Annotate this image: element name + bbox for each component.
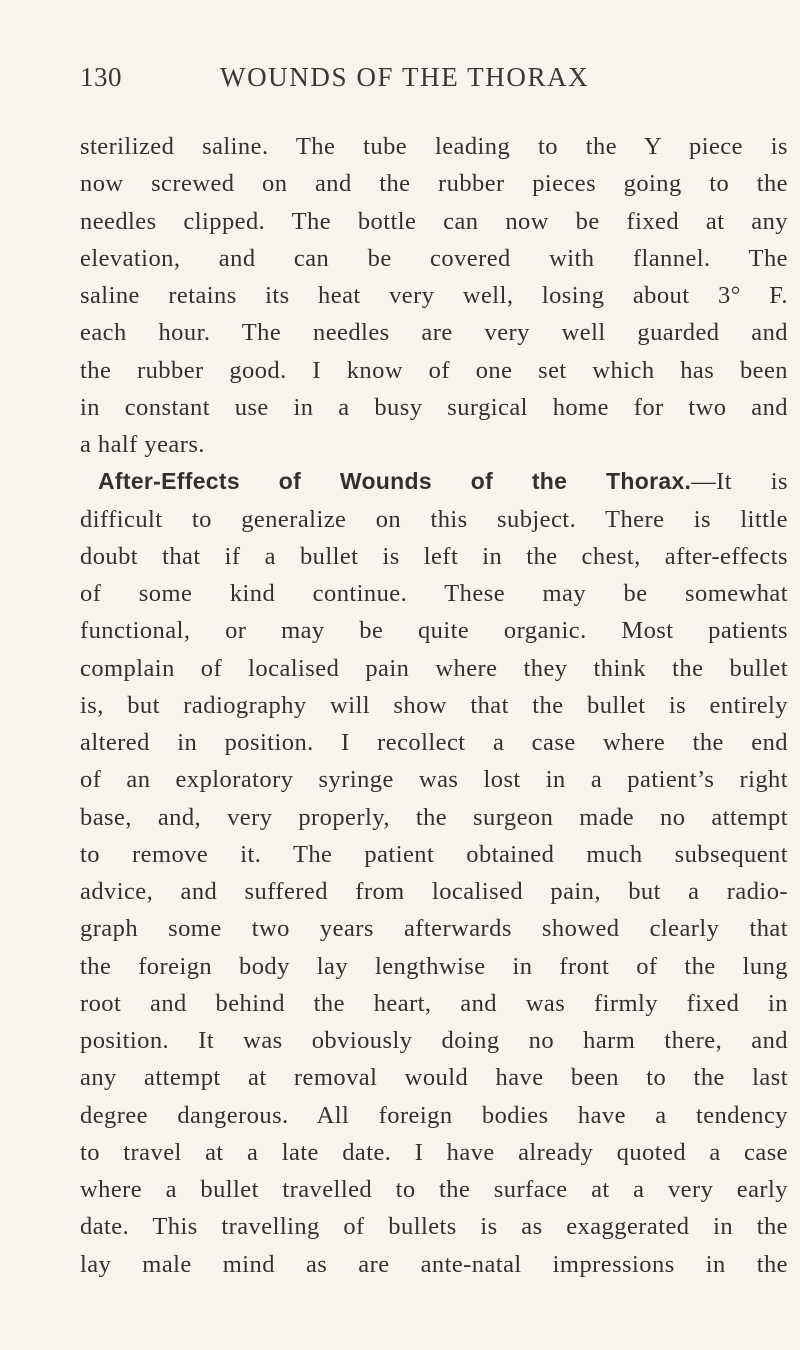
text-line: doubt that if a bullet is left in the chest, after-effects: [80, 542, 788, 570]
text-line: date. This travelling of bullets is as exaggerated in the: [80, 1213, 788, 1241]
running-head: [80, 62, 740, 102]
text-line: now screwed on and the rubber pieces going to the: [80, 170, 788, 198]
text-line: to travel at a late date. I have already quoted a case: [80, 1138, 788, 1166]
text-line: to remove it. The patient obtained much subsequent: [80, 840, 788, 868]
text-line: advice, and suffered from localised pain, but a radio-: [80, 878, 788, 905]
section-first-line: [80, 463, 788, 500]
text-line: any attempt at removal would have been to the last: [80, 1064, 788, 1092]
section-first-line-rest: —It is: [691, 468, 788, 496]
text-line: the rubber good. I know of one set which has been: [80, 356, 788, 384]
text-line: the foreign body lay lengthwise in front of the lung: [80, 952, 788, 980]
section-heading: After-Effects of Wounds of the Thorax.: [98, 468, 692, 495]
text-line: degree dangerous. All foreign bodies have a tendency: [80, 1101, 788, 1129]
text-line: in constant use in a busy surgical home for two and: [80, 393, 788, 421]
text-line: base, and, very properly, the surgeon made no attempt: [80, 803, 788, 831]
text-line: a half years.: [80, 431, 205, 458]
text-line: graph some two years afterwards showed clearly that: [80, 915, 788, 943]
text-line: each hour. The needles are very well guarded and: [80, 319, 788, 347]
text-line: sterilized saline. The tube leading to the Y piece is: [80, 133, 788, 160]
text-line: saline retains its heat very well, losing about 3° F.: [80, 282, 788, 309]
running-title: WOUNDS OF THE THORAX: [220, 62, 590, 92]
text-line: complain of localised pain where they think the bullet: [80, 654, 788, 682]
text-line: elevation, and can be covered with flannel. The: [80, 244, 788, 272]
text-line: root and behind the heart, and was firmly fixed in: [80, 989, 788, 1017]
page-number: 130: [80, 62, 122, 92]
text-line: functional, or may be quite organic. Most patients: [80, 617, 788, 645]
body-text: [80, 128, 788, 1283]
text-line: needles clipped. The bottle can now be fixed at any: [80, 207, 788, 235]
text-line: altered in position. I recollect a case where the end: [80, 729, 788, 756]
text-line: position. It was obviously doing no harm there, and: [80, 1027, 788, 1054]
text-line: where a bullet travelled to the surface at a very early: [80, 1176, 788, 1203]
text-line: of an exploratory syringe was lost in a patient’s right: [80, 766, 788, 794]
text-line: lay male mind as are ante-natal impressions in the: [80, 1250, 788, 1278]
text-line: difficult to generalize on this subject. There is little: [80, 505, 788, 533]
text-line: of some kind continue. These may be somewhat: [80, 580, 788, 607]
text-line: is, but radiography will show that the bullet is entirely: [80, 691, 788, 719]
